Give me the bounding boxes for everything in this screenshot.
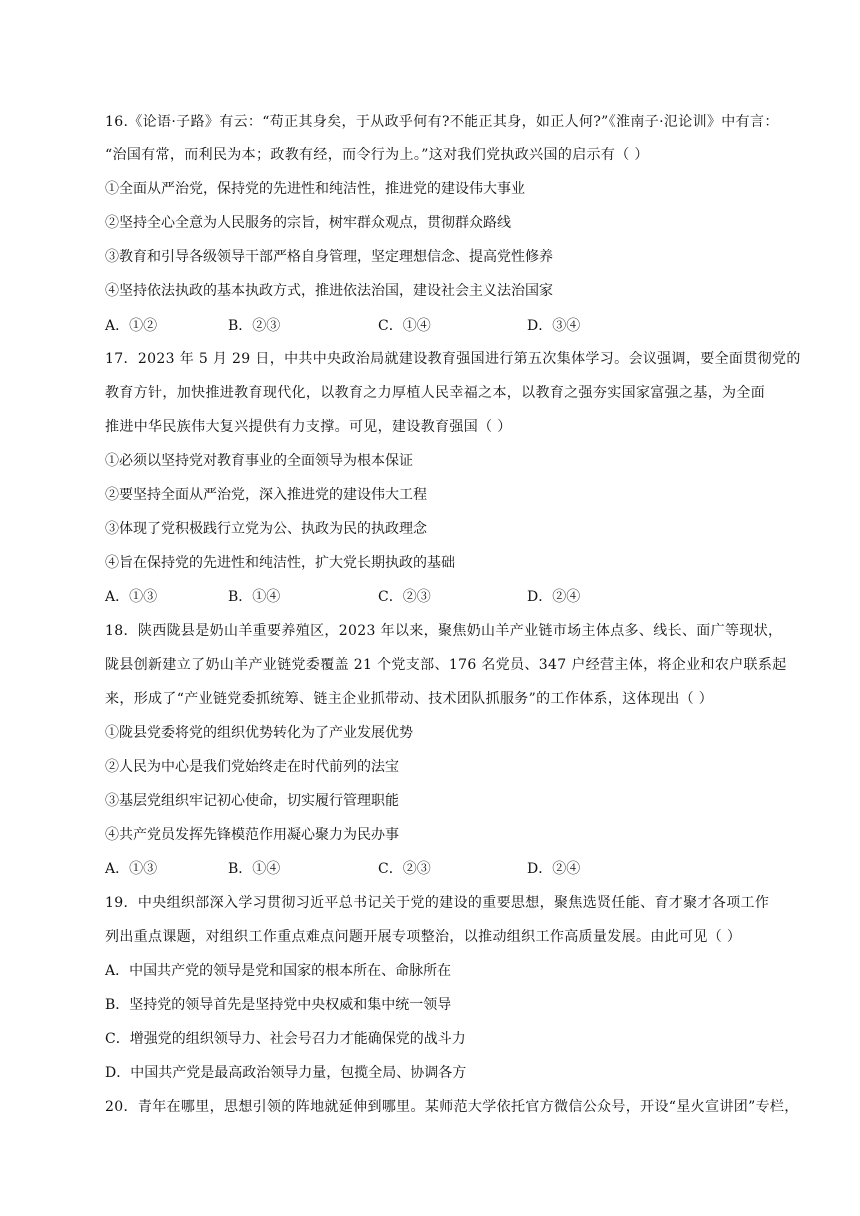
q18-option-d[interactable]: D．②④ [527, 861, 581, 877]
q18-options [105, 859, 705, 879]
q17-options [105, 587, 705, 607]
q18-statement-2: ②人民为中心是我们党始终走在时代前列的法宝 [105, 759, 399, 775]
q19-option-d[interactable]: D．中国共产党是最高政治领导力量，包揽全局、协调各方 [105, 1065, 467, 1081]
q16-statement-3: ③教育和引导各级领导干部严格自身管理，坚定理想信念、提高党性修养 [105, 249, 553, 265]
q18-option-a[interactable]: A．①③ [105, 861, 158, 877]
q18-statement-1: ①陇县党委将党的组织优势转化为了产业发展优势 [105, 725, 413, 741]
q20-stem-line-1: 20．青年在哪里，思想引领的阵地就延伸到哪里。某师范大学依托官方微信公众号，开设“星火宣讲团”专栏， [105, 1099, 799, 1115]
q16-option-a[interactable]: A．①② [105, 318, 158, 334]
q19-option-a[interactable]: A．中国共产党的领导是党和国家的根本所在、命脉所在 [105, 963, 452, 979]
q16-option-d[interactable]: D．③④ [527, 318, 581, 334]
q18-option-b[interactable]: B．①④ [228, 861, 281, 877]
q18-statement-4: ④共产党员发挥先锋模范作用凝心聚力为民办事 [105, 827, 399, 843]
q17-option-b[interactable]: B．①④ [228, 589, 281, 605]
q17-statement-4: ④旨在保持党的先进性和纯洁性，扩大党长期执政的基础 [105, 555, 455, 571]
q19-stem-line-1: 19．中央组织部深入学习贯彻习近平总书记关于党的建设的重要思想，聚焦选贤任能、育才聚才各项工作 [105, 895, 770, 911]
q17-statement-1: ①必须以坚持党对教育事业的全面领导为根本保证 [105, 453, 413, 469]
q17-stem-line-1: 17．2023 年 5 月 29 日，中共中央政治局就建设教育强国进行第五次集体学习。会议强调，要全面贯彻党的 [105, 351, 801, 367]
q16-stem-line-1: 16.《论语·子路》有云：“苟正其身矣，于从政乎何有?不能正其身，如正人何?”《淮南子·氾论训》中有言： [105, 114, 779, 130]
q16-option-b[interactable]: B．②③ [228, 318, 281, 334]
q16-statement-4: ④坚持依法执政的基本执政方式，推进依法治国，建设社会主义法治国家 [105, 283, 553, 299]
q16-options [105, 316, 705, 336]
q17-option-c[interactable]: C．②③ [378, 589, 431, 605]
q18-statement-3: ③基层党组织牢记初心使命，切实履行管理职能 [105, 793, 399, 809]
q18-stem-line-3: 来，形成了“产业链党委抓统筹、链主企业抓带动、技术团队抓服务”的工作体系，这体现出（ ） [105, 691, 714, 707]
q16-statement-2: ②坚持全心全意为人民服务的宗旨，树牢群众观点，贯彻群众路线 [105, 215, 511, 231]
q17-option-a[interactable]: A．①③ [105, 589, 158, 605]
q18-option-c[interactable]: C．②③ [378, 861, 431, 877]
q19-option-c[interactable]: C．增强党的组织领导力、社会号召力才能确保党的战斗力 [105, 1031, 466, 1047]
q16-stem-line-2: “治国有常，而利民为本；政教有经，而令行为上。”这对我们党执政兴国的启示有（ ） [105, 147, 649, 163]
q19-stem-line-2: 列出重点课题，对组织工作重点难点问题开展专项整治，以推动组织工作高质量发展。由此可见（ ） [105, 929, 742, 945]
q18-stem-line-2: 陇县创新建立了奶山羊产业链党委覆盖 21 个党支部、176 名党员、347 户经营主体，将企业和农户联系起 [105, 657, 787, 673]
q17-stem-line-3: 推进中华民族伟大复兴提供有力支撑。可见，建设教育强国（ ） [105, 419, 512, 435]
q17-statement-3: ③体现了党积极践行立党为公、执政为民的执政理念 [105, 521, 427, 537]
q19-option-b[interactable]: B．坚持党的领导首先是坚持党中央权威和集中统一领导 [105, 997, 452, 1013]
q17-stem-line-2: 教育方针，加快推进教育现代化，以教育之力厚植人民幸福之本，以教育之强夯实国家富强之基，为全面 [105, 385, 766, 401]
q16-statement-1: ①全面从严治党，保持党的先进性和纯洁性，推进党的建设伟大事业 [105, 181, 525, 197]
q17-option-d[interactable]: D．②④ [527, 589, 581, 605]
q18-stem-line-1: 18．陕西陇县是奶山羊重要养殖区，2023 年以来，聚焦奶山羊产业链市场主体点多、线长、面广等现状， [105, 623, 783, 639]
q17-statement-2: ②要坚持全面从严治党，深入推进党的建设伟大工程 [105, 487, 427, 503]
q16-option-c[interactable]: C．①④ [378, 318, 431, 334]
